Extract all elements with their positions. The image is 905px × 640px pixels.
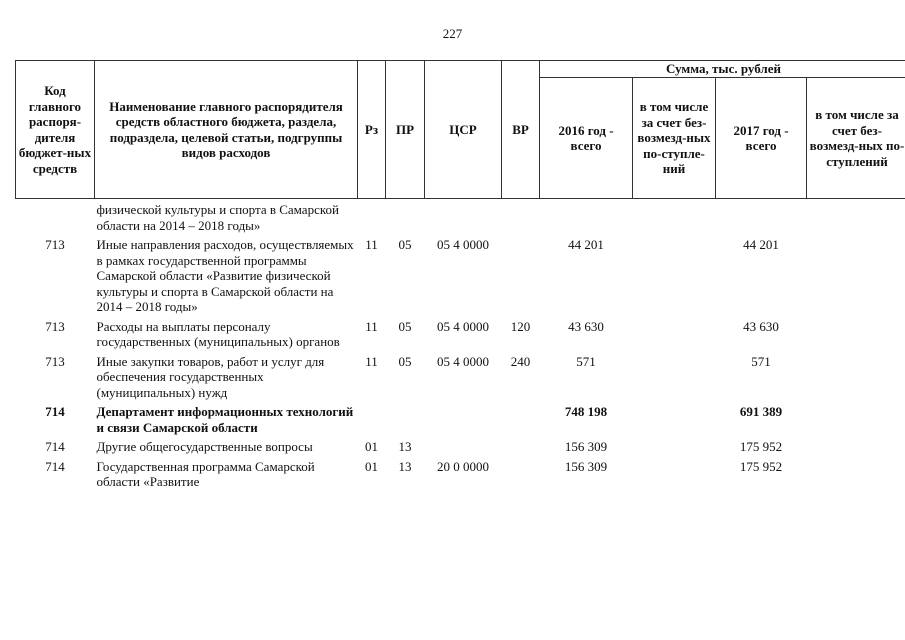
- budget-table: [15, 60, 905, 490]
- row-2016-free: [633, 455, 716, 490]
- row-vr: 120: [510, 318, 531, 334]
- row-csr: [425, 400, 502, 435]
- row-2016-free: [633, 233, 716, 315]
- row-code: 713: [45, 237, 65, 252]
- row-rz: 01: [365, 439, 378, 454]
- header-vr: ВР: [502, 61, 540, 199]
- row-2017-free: [807, 455, 905, 490]
- row-rz: 11: [365, 237, 378, 252]
- row-2017-free: [807, 199, 905, 234]
- row-rz: [358, 199, 386, 234]
- row-code: 714: [45, 439, 65, 454]
- table-row: [16, 233, 905, 315]
- row-pr: [386, 199, 425, 234]
- row-vr: 240: [510, 353, 531, 369]
- table-row: [16, 435, 905, 455]
- header-2016-total: 2016 год - всего: [540, 78, 633, 199]
- row-pr: 13: [398, 458, 412, 474]
- row-pr: 05: [398, 318, 412, 334]
- row-2016-free: [633, 315, 716, 350]
- row-vr: [502, 455, 540, 490]
- table-row: [16, 350, 905, 401]
- row-rz: 01: [365, 458, 378, 474]
- header-2016-free: в том числе за счет без-возмезд-ных по-ступле-ний: [633, 78, 716, 199]
- row-2016-total: 43 630: [568, 318, 604, 334]
- table-body: [16, 199, 905, 490]
- row-name: Департамент информационных технологий и связи Самарской области: [96, 404, 354, 435]
- row-2016-free: [633, 199, 716, 234]
- row-rz: [358, 400, 386, 435]
- row-2016-total: 156 309: [564, 458, 608, 474]
- row-pr: 05: [398, 237, 412, 252]
- table-row: [16, 315, 905, 350]
- row-2016-total: 156 309: [564, 439, 608, 454]
- row-2016-total: 44 201: [568, 237, 604, 252]
- row-code: 713: [45, 318, 65, 334]
- row-2016-free: [633, 400, 716, 435]
- table-row: [16, 400, 905, 435]
- row-2017-free: [807, 233, 905, 315]
- row-vr: [502, 435, 540, 455]
- row-code: [16, 199, 95, 234]
- row-2017-total: 175 952: [739, 458, 783, 474]
- row-name: Иные направления расходов, осуществляемых в рамках государственной программы Самарской области «Развитие физической культуры и спорта в Самарской области на 2014 – 2018 годы»: [96, 237, 354, 314]
- row-vr: [502, 400, 540, 435]
- row-2017-total: 43 630: [743, 318, 779, 334]
- row-2017-total: 44 201: [743, 237, 779, 252]
- row-code: 714: [45, 404, 65, 419]
- row-code: 714: [45, 458, 65, 474]
- row-rz: 11: [365, 353, 378, 369]
- row-name: Другие общегосударственные вопросы: [96, 439, 313, 454]
- row-2016-total: 571: [576, 353, 596, 369]
- row-csr: [425, 435, 502, 455]
- row-pr: 05: [398, 353, 412, 369]
- table-header: [16, 61, 905, 199]
- row-pr: 13: [398, 439, 412, 454]
- row-csr: 05 4 0000: [437, 353, 489, 369]
- row-name: физической культуры и спорта в Самарской области на 2014 – 2018 годы»: [96, 202, 339, 233]
- row-csr: 05 4 0000: [437, 237, 489, 252]
- row-csr: [425, 199, 502, 234]
- row-pr: [386, 400, 425, 435]
- row-2017-free: [807, 435, 905, 455]
- table-row: [16, 455, 905, 490]
- header-sum: Сумма, тыс. рублей: [540, 61, 905, 78]
- row-code: 713: [45, 353, 65, 369]
- row-2016-free: [633, 435, 716, 455]
- row-2016-total: [540, 199, 633, 234]
- header-rz: Рз: [358, 61, 386, 199]
- header-pr: ПР: [386, 61, 425, 199]
- row-name: Иные закупки товаров, работ и услуг для обеспечения государственных (муниципальных) нужд: [96, 353, 325, 400]
- header-2017-free: в том числе за счет без-возмезд-ных по-ступлений: [807, 78, 905, 199]
- row-2017-free: [807, 350, 905, 401]
- row-2017-free: [807, 400, 905, 435]
- header-name: Наименование главного распорядителя средств областного бюджета, раздела, подраздела, целевой статьи, подгруппы видов расходов: [95, 61, 358, 199]
- row-vr: [502, 233, 540, 315]
- page-number: 227: [442, 26, 463, 41]
- row-2017-total: 175 952: [739, 439, 783, 454]
- header-csr: ЦСР: [425, 61, 502, 199]
- row-vr: [502, 199, 540, 234]
- row-2017-free: [807, 315, 905, 350]
- row-2017-total: [716, 199, 807, 234]
- row-name: Расходы на выплаты персоналу государственных (муниципальных) органов: [96, 318, 340, 349]
- header-code: Код главного распоря-дителя бюджет-ных средств: [16, 61, 95, 199]
- row-2017-total: 691 389: [739, 404, 783, 419]
- table-row: [16, 199, 905, 234]
- row-csr: 05 4 0000: [437, 318, 489, 334]
- row-csr: 20 0 0000: [437, 458, 489, 474]
- row-2016-total: 748 198: [564, 404, 608, 419]
- row-2017-total: 571: [751, 353, 771, 369]
- row-rz: 11: [365, 318, 378, 334]
- row-2016-free: [633, 350, 716, 401]
- header-2017-total: 2017 год - всего: [716, 78, 807, 199]
- row-name: Государственная программа Самарской области «Развитие: [96, 458, 315, 489]
